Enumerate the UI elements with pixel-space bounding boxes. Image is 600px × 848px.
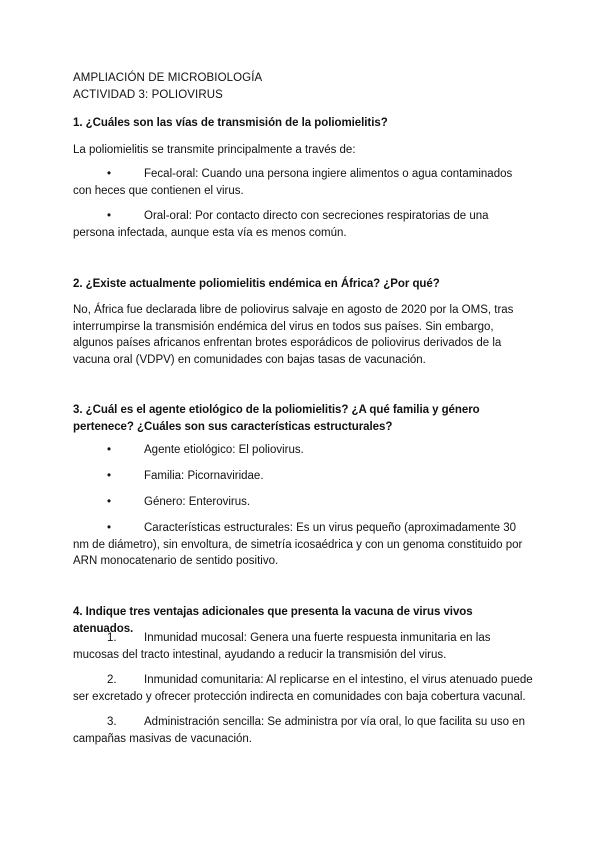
- item-text: Familia: Picornaviridae.: [144, 470, 264, 482]
- bullet-marker: •: [107, 168, 112, 180]
- bullet-marker: •: [107, 496, 112, 508]
- bullet-marker: •: [107, 470, 112, 482]
- number-marker: 1.: [107, 632, 117, 644]
- question-1-item-2: [73, 208, 533, 241]
- item-text: Agente etiológico: El poliovirus.: [144, 444, 304, 456]
- course-title: AMPLIACIÓN DE MICROBIOLOGÍA: [73, 72, 263, 84]
- question-4-heading: 4. Indique tres ventajas adicionales que presenta la vacuna de virus vivos atenuados.: [73, 606, 473, 635]
- item-text: Inmunidad mucosal: Genera una fuerte respuesta inmunitaria en las mucosas del tracto intestinal, ayudando a reducir la transmisión del virus.: [73, 632, 491, 661]
- question-1-intro: La poliomielitis se transmite principalmente a través de:: [73, 144, 356, 156]
- bullet-marker: •: [107, 522, 112, 534]
- bullet-marker: •: [107, 210, 112, 222]
- item-text: Oral-oral: Por contacto directo con secreciones respiratorias de una persona infectada, aunque esta vía es menos común.: [73, 210, 489, 239]
- question-3-item-2: [73, 468, 533, 485]
- item-text: Características estructurales: Es un virus pequeño (aproximadamente 30 nm de diámetro), sin envoltura, de simetría icosaédrica y con un genoma constituido por ARN monocatenario de sentido positivo.: [73, 522, 523, 567]
- question-3-item-3: [73, 494, 533, 511]
- document-header: [73, 70, 533, 103]
- question-4-item-1: [73, 630, 533, 663]
- question-4-item-2: [73, 672, 533, 705]
- question-2-answer: No, África fue declarada libre de poliovirus salvaje en agosto de 2020 por la OMS, tras interrumpirse la transmisión endémica del virus en todos sus países. Sin embargo, algunos países africanos enfrentan brotes esporádicos de poliovirus derivados de la vacuna oral (VDPV) en comunidades con bajas tasas de vacunación.: [73, 304, 514, 366]
- number-marker: 3.: [107, 716, 117, 728]
- item-text: Administración sencilla: Se administra por vía oral, lo que facilita su uso en campañas masivas de vacunación.: [73, 716, 525, 745]
- question-4-item-3: [73, 714, 533, 747]
- bullet-marker: •: [107, 444, 112, 456]
- question-2-heading: 2. ¿Existe actualmente poliomielitis endémica en África? ¿Por qué?: [73, 278, 440, 290]
- question-1-item-1: [73, 166, 533, 199]
- question-3-item-1: [73, 442, 533, 459]
- number-marker: 2.: [107, 674, 117, 686]
- item-text: Fecal-oral: Cuando una persona ingiere alimentos o agua contaminados con heces que contienen el virus.: [73, 168, 513, 197]
- item-text: Género: Enterovirus.: [144, 496, 251, 508]
- activity-title: ACTIVIDAD 3: POLIOVIRUS: [73, 88, 223, 101]
- question-3-heading: 3. ¿Cuál es el agente etiológico de la poliomielitis? ¿A qué familia y género pertenece? ¿Cuáles son sus características estructurales?: [73, 404, 480, 433]
- question-1-heading: 1. ¿Cuáles son las vías de transmisión de la poliomielitis?: [73, 117, 388, 129]
- question-3-item-4: [73, 520, 533, 570]
- item-text: Inmunidad comunitaria: Al replicarse en el intestino, el virus atenuado puede ser excretado y ofrecer protección indirecta en comunidades con baja cobertura vacunal.: [73, 674, 533, 703]
